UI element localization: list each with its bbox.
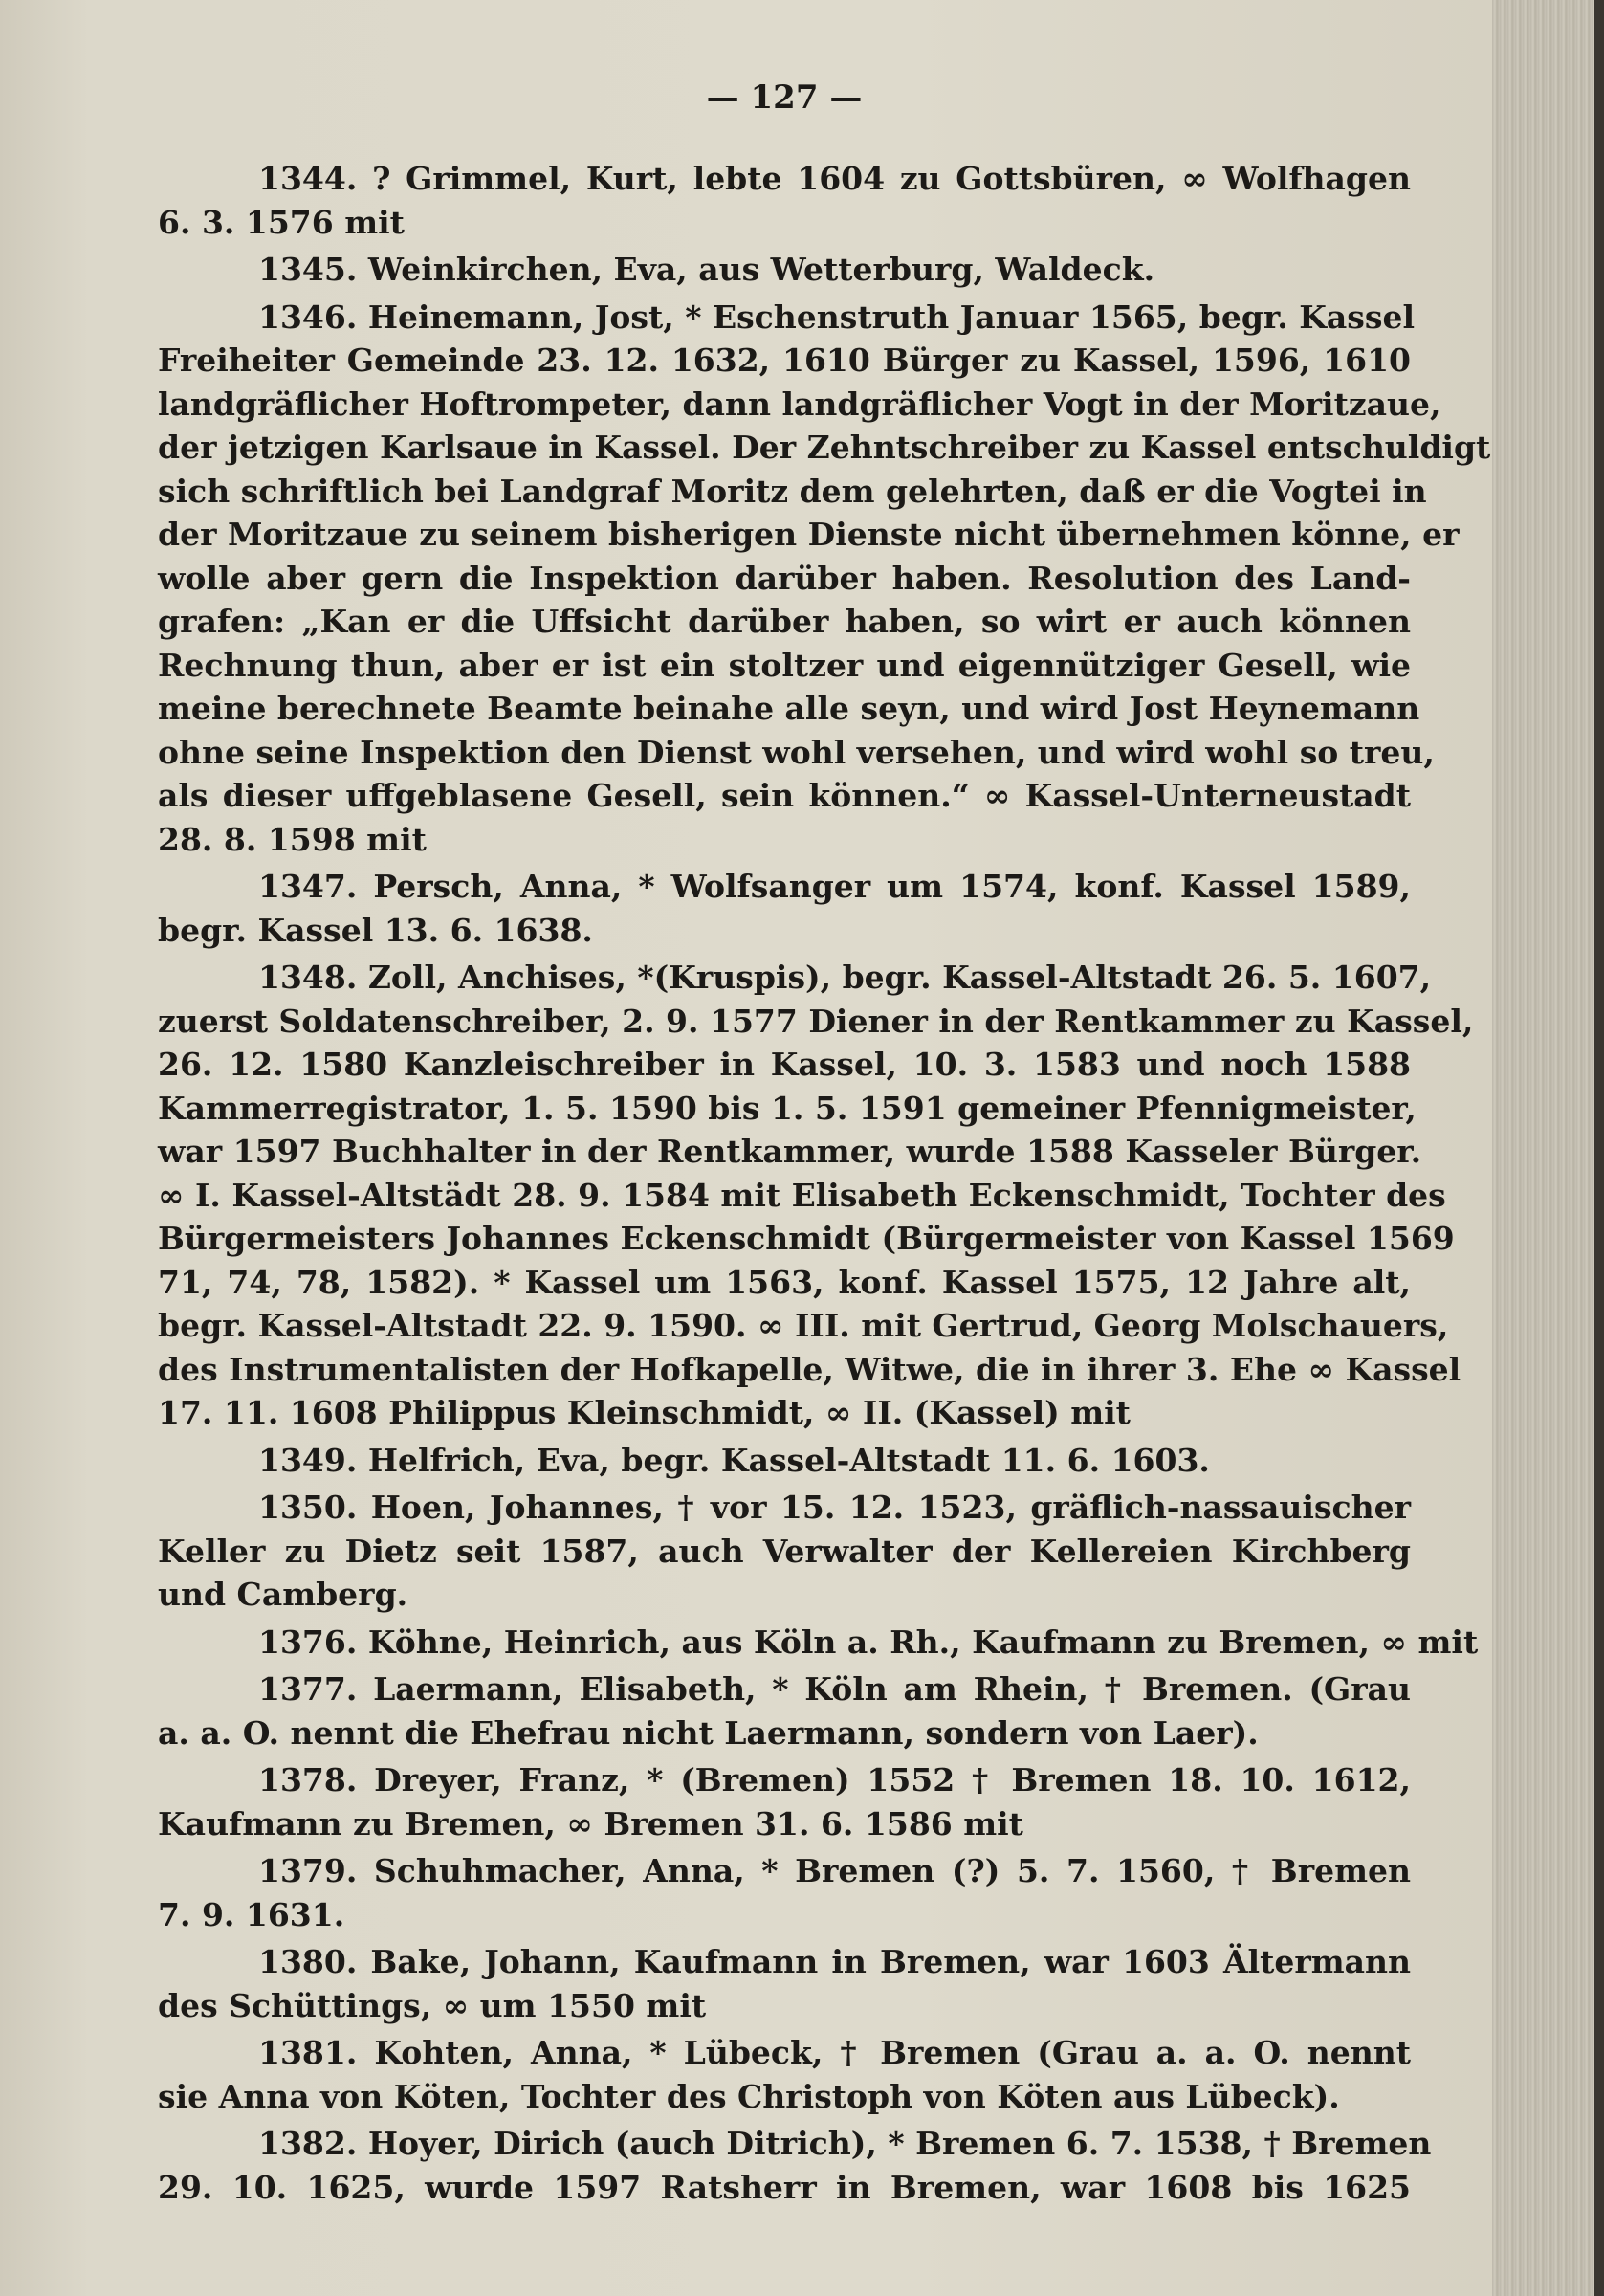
text-line: 1346. Heinemann, Jost, * Eschenstruth Januar 1565, begr. Kassel [258,298,1415,336]
text-line: 29. 10. 1625, wurde 1597 Ratsherr in Bremen, war 1608 bis 1625 [158,2168,1411,2206]
text-line: Kaufmann zu Bremen, ∞ Bremen 31. 6. 1586 mit [158,1804,1023,1843]
text-line: Keller zu Dietz seit 1587, auch Verwalter der Kellereien Kirchberg [158,1532,1411,1570]
text-line: 1350. Hoen, Johannes, † vor 15. 12. 1523, gräflich-nassauischer [258,1489,1411,1526]
text-line: sich schriftlich bei Landgraf Moritz dem gelehrten, daß er die Vogtei in [158,472,1427,510]
genealogy-entry [158,2031,1411,2118]
text-line: Kammerregistrator, 1. 5. 1590 bis 1. 5. 1591 gemeiner Pfennigmeister, [158,1089,1417,1127]
text-line: wolle aber gern die Inspektion darüber haben. Resolution des Land- [158,559,1411,597]
text-line: 1379. Schuhmacher, Anna, * Bremen (?) 5. 7. 1560, † Bremen [258,1852,1411,1889]
text-line: ohne seine Inspektion den Dienst wohl versehen, und wird wohl so treu, [158,733,1435,771]
text-line: 26. 12. 1580 Kanzleischreiber in Kassel, 10. 3. 1583 und noch 1588 [158,1046,1411,1083]
page-edges [1492,0,1604,2296]
text-line: 1347. Persch, Anna, * Wolfsanger um 1574, konf. Kassel 1589, [258,868,1411,905]
text-line: a. a. O. nennt die Ehefrau nicht Laermann, sondern von Laer). [158,1713,1259,1752]
text-line: 17. 11. 1608 Philippus Kleinschmidt, ∞ II. (Kassel) mit [158,1394,1131,1431]
text-line: Freiheiter Gemeinde 23. 12. 1632, 1610 Bürger zu Kassel, 1596, 1610 [158,342,1411,379]
text-line: 1345. Weinkirchen, Eva, aus Wetterburg, Waldeck. [258,251,1155,288]
genealogy-entry [158,956,1474,1435]
genealogy-entry [158,296,1491,862]
page-body [158,153,1491,2209]
genealogy-entry [158,157,1411,244]
genealogy-entry [158,1667,1411,1755]
text-line: meine berechnete Beamte beinahe alle seyn, und wird Jost Heynemann [158,690,1420,727]
genealogy-entry [158,1439,1411,1483]
genealogy-entry [158,865,1411,952]
genealogy-entry [158,248,1411,292]
text-line: und Camberg. [158,1576,408,1613]
genealogy-entry [158,2122,1432,2209]
text-line: 1377. Laermann, Elisabeth, * Köln am Rhein, † Bremen. (Grau [258,1670,1411,1708]
genealogy-entry [158,1486,1411,1617]
text-line: ∞ I. Kassel-Altstädt 28. 9. 1584 mit Elisabeth Eckenschmidt, Tochter des [158,1176,1446,1214]
text-line: der Moritzaue zu seinem bisherigen Dienste nicht übernehmen könne, er [158,516,1460,553]
text-line: war 1597 Buchhalter in der Rentkammer, wurde 1588 Kasseler Bürger. [158,1133,1422,1170]
text-line: 1348. Zoll, Anchises, *(Kruspis), begr. Kassel-Altstadt 26. 5. 1607, [258,959,1432,996]
text-line: begr. Kassel-Altstadt 22. 9. 1590. ∞ III. mit Gertrud, Georg Molschauers, [158,1307,1449,1344]
genealogy-entry [158,1849,1411,1936]
text-line: Bürgermeisters Johannes Eckenschmidt (Bürgermeister von Kassel 1569 [158,1220,1455,1257]
text-line: 1380. Bake, Johann, Kaufmann in Bremen, war 1603 Ältermann [258,1943,1411,1980]
text-line: 1376. Köhne, Heinrich, aus Köln a. Rh., Kaufmann zu Bremen, ∞ mit [258,1623,1479,1661]
text-line: 1382. Hoyer, Dirich (auch Ditrich), * Bremen 6. 7. 1538, † Bremen [258,2125,1432,2162]
text-line: zuerst Soldatenschreiber, 2. 9. 1577 Diener in der Rentkammer zu Kassel, [158,1002,1474,1040]
text-line: des Schüttings, ∞ um 1550 mit [158,1986,707,2024]
text-line: 1344. ? Grimmel, Kurt, lebte 1604 zu Gottsbüren, ∞ Wolfhagen [258,160,1411,197]
text-line: grafen: „Kan er die Uffsicht darüber haben, so wirt er auch können [158,603,1411,640]
page-number: — 127 — [706,78,863,117]
text-line: 7. 9. 1631. [158,1895,345,1933]
text-line: 1349. Helfrich, Eva, begr. Kassel-Altstadt 11. 6. 1603. [258,1441,1210,1479]
genealogy-entry [158,1621,1479,1665]
genealogy-entry [158,1940,1411,2027]
text-line: Rechnung thun, aber er ist ein stoltzer und eigennütziger Gesell, wie [158,646,1411,684]
text-line: der jetzigen Karlsaue in Kassel. Der Zehntschreiber zu Kassel entschuldigt [158,429,1491,466]
text-line: des Instrumentalisten der Hofkapelle, Witwe, die in ihrer 3. Ehe ∞ Kassel [158,1350,1461,1388]
text-line: 1381. Kohten, Anna, * Lübeck, † Bremen (Grau a. a. O. nennt [258,2034,1411,2071]
text-line: 28. 8. 1598 mit [158,820,427,858]
text-line: landgräflicher Hoftrompeter, dann landgräflicher Vogt in der Moritzaue, [158,385,1441,423]
text-line: 71, 74, 78, 1582). * Kassel um 1563, konf. Kassel 1575, 12 Jahre alt, [158,1263,1411,1301]
genealogy-entry [158,1758,1411,1845]
text-line: 6. 3. 1576 mit [158,203,405,241]
text-line: 1378. Dreyer, Franz, * (Bremen) 1552 † Bremen 18. 10. 1612, [258,1761,1411,1799]
text-line: begr. Kassel 13. 6. 1638. [158,911,593,949]
text-line: sie Anna von Köten, Tochter des Christoph von Köten aus Lübeck). [158,2077,1340,2115]
text-line: als dieser uffgeblasene Gesell, sein können.“ ∞ Kassel-Unterneustadt [158,777,1411,814]
